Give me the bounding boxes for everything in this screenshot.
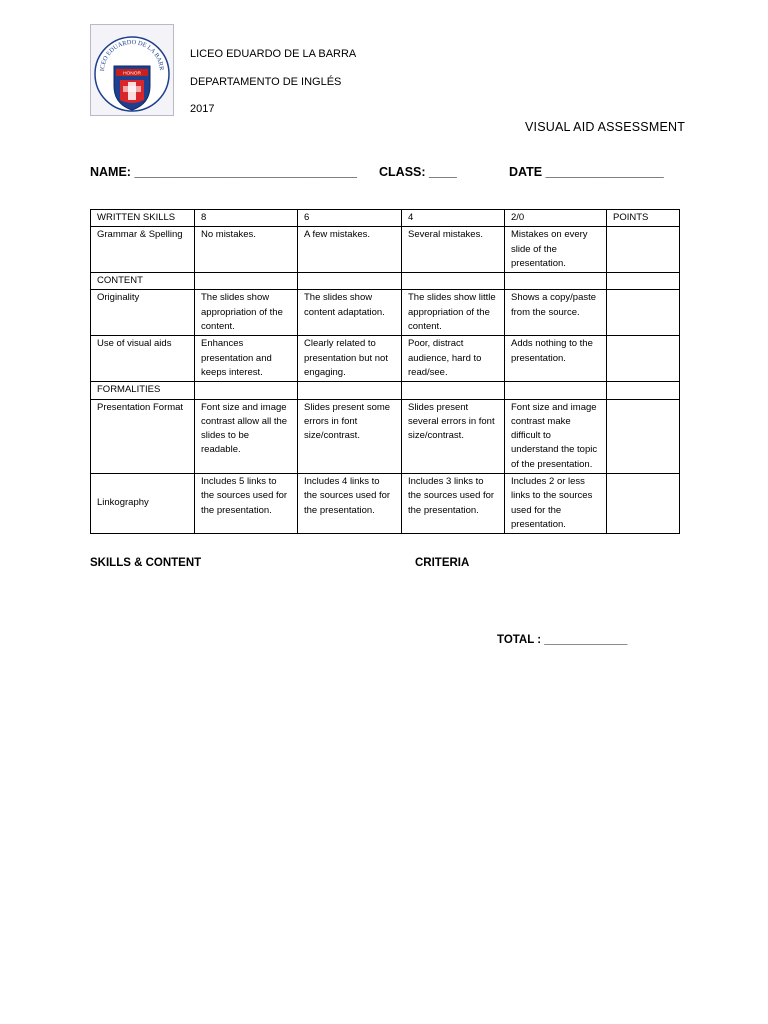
rubric-criterion-cell: Presentation Format xyxy=(91,399,195,473)
rubric-empty-cell xyxy=(505,382,607,399)
rubric-criterion-cell: Originality xyxy=(91,290,195,336)
year: 2017 xyxy=(190,103,215,115)
rubric-descriptor-cell: Clearly related to presentation but not engaging. xyxy=(298,336,402,382)
total-field: TOTAL : _____________ xyxy=(497,634,628,646)
rubric-header-row xyxy=(91,210,680,227)
rubric-points-cell[interactable] xyxy=(607,336,680,382)
rubric-criterion-cell: Use of visual aids xyxy=(91,336,195,382)
logo-honor-text: HONOR xyxy=(123,71,141,77)
rubric-descriptor-cell: Slides present some errors in font size/contrast. xyxy=(298,399,402,473)
criteria-label: CRITERIA xyxy=(415,557,470,569)
rubric-descriptor-cell: Poor, distract audience, hard to read/see. xyxy=(402,336,505,382)
rubric-points-cell[interactable] xyxy=(607,474,680,534)
rubric-empty-cell xyxy=(402,273,505,290)
rubric-empty-cell xyxy=(298,273,402,290)
rubric-row xyxy=(91,336,680,382)
rubric-header-cell: 4 xyxy=(402,210,505,227)
rubric-descriptor-cell: No mistakes. xyxy=(195,227,298,273)
rubric-descriptor-cell: The slides show appropriation of the content. xyxy=(195,290,298,336)
rubric-points-cell[interactable] xyxy=(607,399,680,473)
rubric-points-cell[interactable] xyxy=(607,290,680,336)
rubric-descriptor-cell: The slides show content adaptation. xyxy=(298,290,402,336)
department-name: DEPARTAMENTO DE INGLÉS xyxy=(190,76,342,88)
school-name: LICEO EDUARDO DE LA BARRA xyxy=(190,48,357,60)
rubric-points-cell[interactable] xyxy=(607,227,680,273)
rubric-descriptor-cell: Slides present several errors in font size/contrast. xyxy=(402,399,505,473)
rubric-row xyxy=(91,399,680,473)
rubric-section-row xyxy=(91,273,680,290)
rubric-criterion-cell: Grammar & Spelling xyxy=(91,227,195,273)
rubric-descriptor-cell: A few mistakes. xyxy=(298,227,402,273)
rubric-empty-cell xyxy=(607,382,680,399)
rubric-descriptor-cell: Font size and image contrast make difficult to understand the topic of the presentation. xyxy=(505,399,607,473)
rubric-empty-cell xyxy=(298,382,402,399)
rubric-descriptor-cell: Includes 3 links to the sources used for the presentation. xyxy=(402,474,505,534)
rubric-descriptor-cell: Adds nothing to the presentation. xyxy=(505,336,607,382)
rubric-table xyxy=(90,209,680,534)
rubric-descriptor-cell: Includes 4 links to the sources used for the presentation. xyxy=(298,474,402,534)
rubric-descriptor-cell: Includes 2 or less links to the sources used for the presentation. xyxy=(505,474,607,534)
rubric-empty-cell xyxy=(607,273,680,290)
rubric-descriptor-cell: Includes 5 links to the sources used for the presentation. xyxy=(195,474,298,534)
rubric-row xyxy=(91,227,680,273)
rubric-section-row xyxy=(91,382,680,399)
name-field: NAME: ________________________________ xyxy=(90,165,357,179)
rubric-row xyxy=(91,474,680,534)
rubric-descriptor-cell: Several mistakes. xyxy=(402,227,505,273)
rubric-empty-cell xyxy=(505,273,607,290)
class-field: CLASS: ____ xyxy=(379,165,457,179)
rubric-empty-cell xyxy=(195,273,298,290)
rubric-empty-cell xyxy=(402,382,505,399)
rubric-header-cell: 8 xyxy=(195,210,298,227)
rubric-criterion-cell: Linkography xyxy=(91,474,195,534)
rubric-descriptor-cell: Shows a copy/paste from the source. xyxy=(505,290,607,336)
rubric-row xyxy=(91,290,680,336)
rubric-descriptor-cell: The slides show little appropriation of the content. xyxy=(402,290,505,336)
rubric-descriptor-cell: Mistakes on every slide of the presentation. xyxy=(505,227,607,273)
skills-content-label: SKILLS & CONTENT xyxy=(90,557,202,569)
rubric-header-cell: 2/0 xyxy=(505,210,607,227)
document-title: VISUAL AID ASSESSMENT xyxy=(525,120,686,134)
rubric-descriptor-cell: Font size and image contrast allow all the slides to be readable. xyxy=(195,399,298,473)
rubric-header-cell: POINTS xyxy=(607,210,680,227)
rubric-descriptor-cell: Enhances presentation and keeps interest. xyxy=(195,336,298,382)
rubric-header-cell: 6 xyxy=(298,210,402,227)
rubric-empty-cell xyxy=(195,382,298,399)
logo-arc-text: ICEO EDUARDO DE LA BARR xyxy=(98,38,166,72)
rubric-section-title: FORMALITIES xyxy=(91,382,195,399)
rubric-section-title: CONTENT xyxy=(91,273,195,290)
date-field: DATE _________________ xyxy=(509,165,664,179)
rubric-header-cell: WRITTEN SKILLS xyxy=(91,210,195,227)
school-logo xyxy=(90,24,174,116)
